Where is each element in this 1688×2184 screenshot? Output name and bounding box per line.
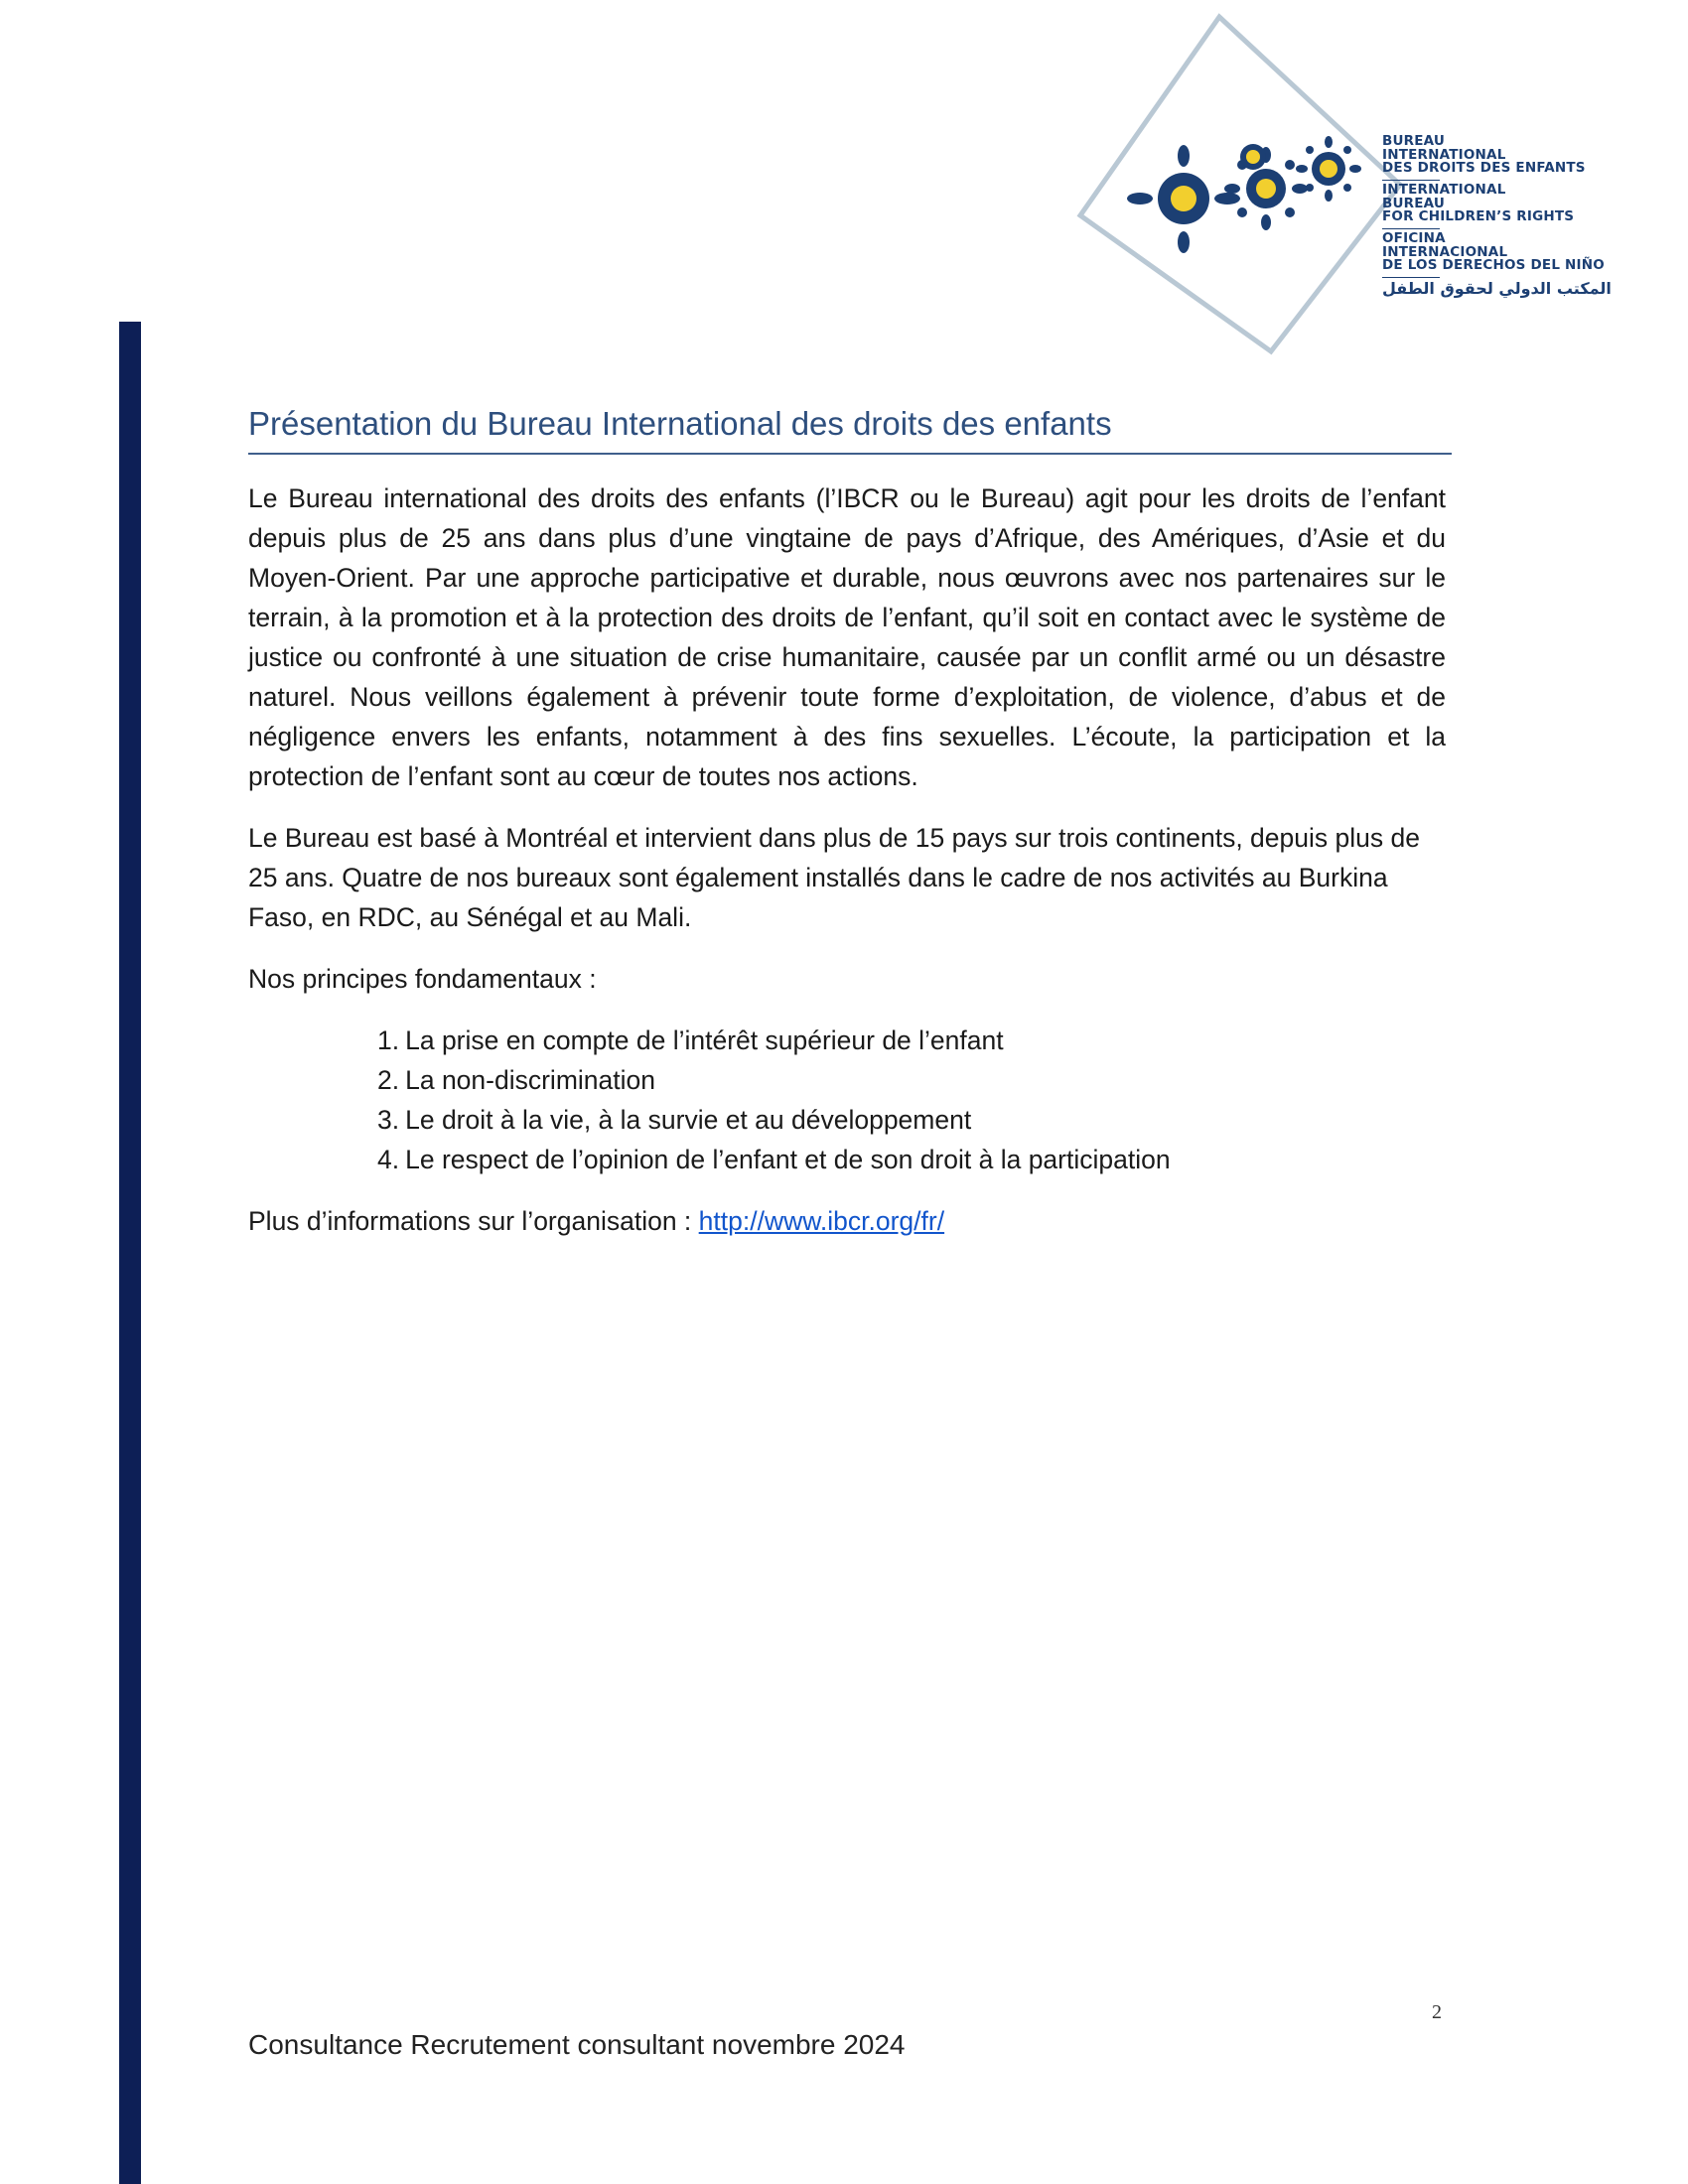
paragraph-presentation: Le Bureau international des droits des enfants (l’IBCR ou le Bureau) agit pour les droits de l’enfant depuis plus de 25 ans dans plus d’une vingtaine de pays d’Afrique, des Amériques, d’Asie et du Moyen-Orient. Par une approche participative et durable, nous œuvrons avec nos partenaires sur le terrain, à la promotion et à la protection des droits de l’enfant, qu’il soit en contact avec le système de justice ou confronté à une situation de crise humanitaire, causée par un conflit armé ou un désastre naturel. Nous veillons également à prévenir toute forme d’exploitation, de violence, d’abus et de négligence envers les enfants, notamment à des fins sexuelles. L’écoute, la participation et la protection de l’enfant sont au cœur de toutes nos actions. xyxy=(248,483,1446,791)
paragraph-location: Le Bureau est basé à Montréal et intervient dans plus de 15 pays sur trois continents, depuis plus de 25 ans. Quatre de nos bureaux sont également installés dans le cadre de nos activités au Burkina Faso, en RDC, au Sénégal et au Mali. xyxy=(248,823,1420,932)
list-item xyxy=(377,1021,1446,1060)
list-item-number: 2. xyxy=(377,1065,400,1095)
list-item-number: 1. xyxy=(377,1025,400,1055)
list-item-text: La prise en compte de l’intérêt supérieur de l’enfant xyxy=(405,1025,1004,1055)
logo-divider xyxy=(1382,277,1440,279)
list-item-text: La non-discrimination xyxy=(405,1065,655,1095)
list-item-number: 4. xyxy=(377,1145,400,1174)
more-info-label: Plus d’informations sur l’organisation : xyxy=(248,1206,699,1236)
logo-divider xyxy=(1382,180,1440,182)
logo-text-line: FOR CHILDREN’S RIGHTS xyxy=(1382,208,1575,224)
list-item-text: Le respect de l’opinion de l’enfant et de son droit à la participation xyxy=(405,1145,1171,1174)
left-accent-bar xyxy=(119,322,141,2184)
logo-text-line: BUREAU xyxy=(1382,195,1446,211)
logo-divider xyxy=(1382,228,1440,230)
logo-text-line: OFICINA xyxy=(1382,230,1446,246)
list-item-text: Le droit à la vie, à la survie et au développement xyxy=(405,1105,972,1135)
section-title: Présentation du Bureau International des droits des enfants xyxy=(248,403,1452,455)
logo-text-line: DES DROITS DES ENFANTS xyxy=(1382,160,1586,176)
list-item-number: 3. xyxy=(377,1105,400,1135)
more-info-line xyxy=(248,1201,1446,1241)
logo-arabic-text: المكتب الدولي لحقوق الطفل xyxy=(1382,279,1612,298)
logo-text-line: INTERNATIONAL xyxy=(1382,182,1506,198)
principles-list xyxy=(248,1021,1446,1179)
principles-intro: Nos principes fondamentaux : xyxy=(248,964,597,994)
logo-text-line: DE LOS DERECHOS DEL NIÑO xyxy=(1382,257,1605,273)
logo-text-line: BUREAU xyxy=(1382,133,1446,149)
logo-wordmark xyxy=(1382,135,1612,296)
page-footer: Consultance Recrutement consultant novembre 2024 xyxy=(248,2029,906,2060)
logo-text-line: INTERNACIONAL xyxy=(1382,243,1508,260)
ibcr-logo xyxy=(1072,12,1628,369)
organisation-link[interactable]: http://www.ibcr.org/fr/ xyxy=(698,1206,945,1236)
list-item xyxy=(377,1060,1446,1100)
list-item xyxy=(377,1100,1446,1140)
page-number: 2 xyxy=(1432,2001,1442,2023)
list-item xyxy=(377,1140,1446,1179)
main-content xyxy=(248,478,1446,1263)
logo-text-line: INTERNATIONAL xyxy=(1382,146,1506,163)
